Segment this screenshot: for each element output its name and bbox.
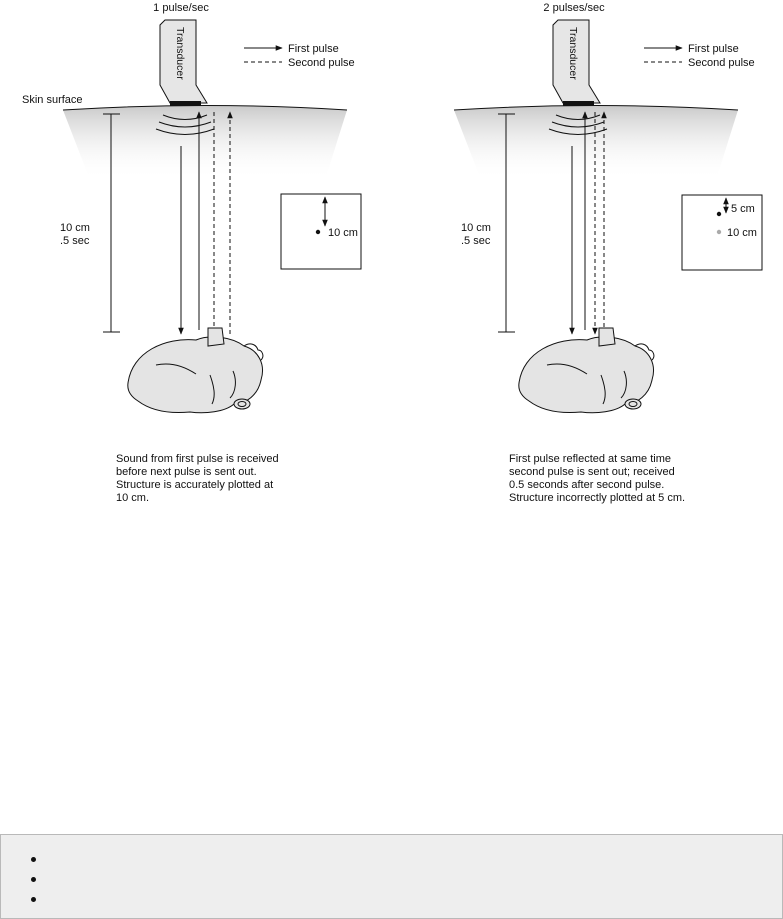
- depth-label: 10 cm: [461, 222, 491, 234]
- time-label: .5 sec: [461, 235, 491, 247]
- legend: [244, 43, 355, 69]
- rate-label: 2 pulses/sec: [543, 2, 605, 14]
- legend-first-pulse: First pulse: [288, 43, 339, 55]
- depth-label: 10 cm: [60, 222, 90, 234]
- panel-right: [454, 2, 762, 413]
- bullet-icon: [31, 857, 36, 862]
- panel-left: [22, 2, 361, 413]
- heart-illustration: [519, 328, 654, 413]
- legend-second-pulse: Second pulse: [688, 57, 755, 69]
- plotted-dot: [717, 212, 721, 216]
- transducer-face: [170, 101, 201, 106]
- heart-illustration: [128, 328, 263, 413]
- tissue-region: [63, 106, 347, 181]
- transducer-label: Transducer: [567, 27, 579, 80]
- caption-left: Sound from first pulse is received before next pulse is sent out. Structure is accurately plotted at 10 cm.: [116, 453, 279, 504]
- inset-label-5cm: 5 cm: [731, 203, 755, 215]
- inset-label: 10 cm: [328, 227, 358, 239]
- caption-right: First pulse reflected at same time second pulse is sent out; received 0.5 seconds after second pulse. Structure incorrectly plotted at 5 cm.: [509, 453, 686, 504]
- transducer-face: [563, 101, 594, 106]
- plotted-dot: [316, 230, 320, 234]
- time-label: .5 sec: [60, 235, 90, 247]
- inset-label-10cm: 10 cm: [727, 227, 757, 239]
- transducer-label: Transducer: [174, 27, 186, 80]
- true-position-dot: [717, 230, 721, 234]
- legend-first-pulse: First pulse: [688, 43, 739, 55]
- skin-surface-label: Skin surface: [22, 94, 83, 106]
- rate-label: 1 pulse/sec: [153, 2, 209, 14]
- legend: [644, 43, 755, 69]
- bullet-icon: [31, 897, 36, 902]
- bullet-list-panel: [0, 834, 783, 919]
- legend-second-pulse: Second pulse: [288, 57, 355, 69]
- bullet-icon: [31, 877, 36, 882]
